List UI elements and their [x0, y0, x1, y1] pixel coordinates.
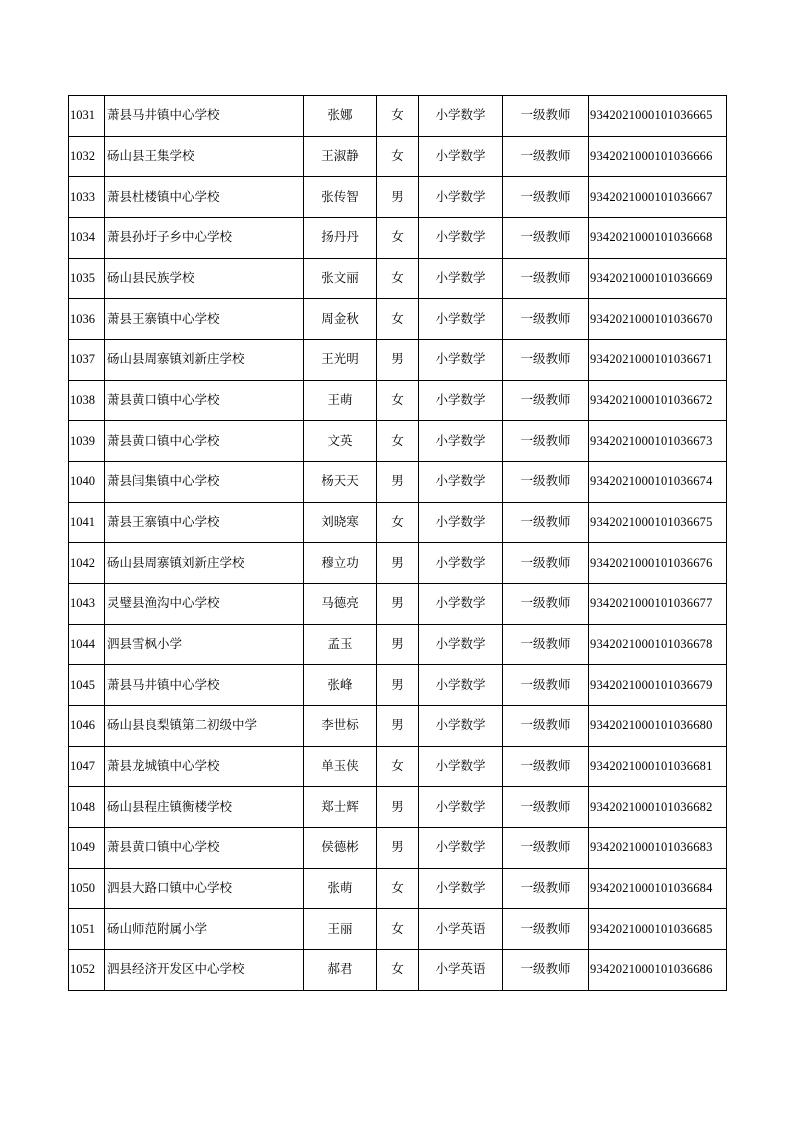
table-row	[69, 340, 727, 381]
cell-row-number: 1040	[69, 462, 105, 503]
cell-row-number: 1052	[69, 950, 105, 991]
cell-row-number: 1051	[69, 909, 105, 950]
cell-subject: 小学数学	[419, 584, 503, 625]
cell-subject: 小学数学	[419, 624, 503, 665]
cell-cert-number: 9342021000101036679	[589, 665, 727, 706]
cell-teacher-title: 一级教师	[503, 665, 589, 706]
cell-teacher-title: 一级教师	[503, 868, 589, 909]
cell-gender: 男	[377, 543, 419, 584]
cell-cert-number: 9342021000101036682	[589, 787, 727, 828]
cell-subject: 小学数学	[419, 421, 503, 462]
cell-person-name: 周金秋	[304, 299, 377, 340]
cell-subject: 小学数学	[419, 502, 503, 543]
cell-cert-number: 9342021000101036678	[589, 624, 727, 665]
table-body	[69, 96, 727, 991]
table-row	[69, 502, 727, 543]
cell-row-number: 1031	[69, 96, 105, 137]
cell-teacher-title: 一级教师	[503, 746, 589, 787]
cell-subject: 小学数学	[419, 340, 503, 381]
cell-person-name: 扬丹丹	[304, 218, 377, 259]
cell-school-name: 萧县黄口镇中心学校	[105, 380, 304, 421]
cell-row-number: 1046	[69, 706, 105, 747]
cell-school-name: 砀山县良梨镇第二初级中学	[105, 706, 304, 747]
cell-school-name: 萧县黄口镇中心学校	[105, 828, 304, 869]
cell-school-name: 萧县马井镇中心学校	[105, 96, 304, 137]
cell-teacher-title: 一级教师	[503, 584, 589, 625]
cell-school-name: 砀山县王集学校	[105, 136, 304, 177]
cell-school-name: 砀山县程庄镇衡楼学校	[105, 787, 304, 828]
cell-person-name: 王萌	[304, 380, 377, 421]
cell-person-name: 单玉侠	[304, 746, 377, 787]
teacher-roster-table	[68, 95, 727, 991]
cell-teacher-title: 一级教师	[503, 218, 589, 259]
cell-subject: 小学数学	[419, 258, 503, 299]
cell-teacher-title: 一级教师	[503, 340, 589, 381]
table-row	[69, 218, 727, 259]
cell-cert-number: 9342021000101036665	[589, 96, 727, 137]
cell-gender: 男	[377, 706, 419, 747]
cell-row-number: 1043	[69, 584, 105, 625]
cell-row-number: 1039	[69, 421, 105, 462]
cell-person-name: 王光明	[304, 340, 377, 381]
cell-teacher-title: 一级教师	[503, 299, 589, 340]
cell-subject: 小学数学	[419, 462, 503, 503]
cell-teacher-title: 一级教师	[503, 96, 589, 137]
table-row	[69, 787, 727, 828]
cell-gender: 女	[377, 258, 419, 299]
table-row	[69, 624, 727, 665]
cell-gender: 男	[377, 665, 419, 706]
cell-school-name: 萧县黄口镇中心学校	[105, 421, 304, 462]
cell-cert-number: 9342021000101036666	[589, 136, 727, 177]
cell-row-number: 1033	[69, 177, 105, 218]
cell-row-number: 1041	[69, 502, 105, 543]
cell-cert-number: 9342021000101036668	[589, 218, 727, 259]
cell-cert-number: 9342021000101036681	[589, 746, 727, 787]
cell-subject: 小学数学	[419, 665, 503, 706]
table-row	[69, 828, 727, 869]
cell-gender: 女	[377, 218, 419, 259]
cell-row-number: 1045	[69, 665, 105, 706]
cell-school-name: 泗县雪枫小学	[105, 624, 304, 665]
cell-gender: 男	[377, 828, 419, 869]
cell-subject: 小学数学	[419, 299, 503, 340]
cell-teacher-title: 一级教师	[503, 909, 589, 950]
cell-row-number: 1050	[69, 868, 105, 909]
cell-gender: 女	[377, 502, 419, 543]
cell-school-name: 萧县龙城镇中心学校	[105, 746, 304, 787]
cell-teacher-title: 一级教师	[503, 380, 589, 421]
cell-person-name: 张文丽	[304, 258, 377, 299]
cell-school-name: 砀山县周寨镇刘新庄学校	[105, 543, 304, 584]
table-row	[69, 177, 727, 218]
cell-teacher-title: 一级教师	[503, 543, 589, 584]
cell-school-name: 萧县王寨镇中心学校	[105, 502, 304, 543]
cell-teacher-title: 一级教师	[503, 502, 589, 543]
cell-row-number: 1032	[69, 136, 105, 177]
table-row	[69, 380, 727, 421]
cell-school-name: 萧县杜楼镇中心学校	[105, 177, 304, 218]
cell-subject: 小学数学	[419, 136, 503, 177]
cell-gender: 女	[377, 950, 419, 991]
cell-gender: 女	[377, 96, 419, 137]
cell-person-name: 张传智	[304, 177, 377, 218]
cell-teacher-title: 一级教师	[503, 787, 589, 828]
cell-school-name: 萧县王寨镇中心学校	[105, 299, 304, 340]
cell-person-name: 王淑静	[304, 136, 377, 177]
cell-gender: 男	[377, 787, 419, 828]
cell-subject: 小学数学	[419, 380, 503, 421]
cell-subject: 小学数学	[419, 543, 503, 584]
cell-person-name: 郝君	[304, 950, 377, 991]
cell-school-name: 砀山县周寨镇刘新庄学校	[105, 340, 304, 381]
table-row	[69, 462, 727, 503]
table-row	[69, 950, 727, 991]
cell-gender: 男	[377, 340, 419, 381]
cell-school-name: 泗县大路口镇中心学校	[105, 868, 304, 909]
table-row	[69, 746, 727, 787]
cell-cert-number: 9342021000101036685	[589, 909, 727, 950]
cell-gender: 女	[377, 746, 419, 787]
cell-person-name: 孟玉	[304, 624, 377, 665]
cell-subject: 小学数学	[419, 868, 503, 909]
cell-person-name: 杨天天	[304, 462, 377, 503]
cell-teacher-title: 一级教师	[503, 624, 589, 665]
cell-cert-number: 9342021000101036672	[589, 380, 727, 421]
cell-gender: 女	[377, 868, 419, 909]
cell-school-name: 砀山师范附属小学	[105, 909, 304, 950]
cell-person-name: 李世标	[304, 706, 377, 747]
table-row	[69, 421, 727, 462]
cell-person-name: 穆立功	[304, 543, 377, 584]
cell-subject: 小学数学	[419, 96, 503, 137]
cell-person-name: 文英	[304, 421, 377, 462]
table-row	[69, 706, 727, 747]
cell-teacher-title: 一级教师	[503, 950, 589, 991]
cell-person-name: 马德亮	[304, 584, 377, 625]
table-row	[69, 299, 727, 340]
cell-gender: 女	[377, 380, 419, 421]
cell-cert-number: 9342021000101036680	[589, 706, 727, 747]
cell-gender: 女	[377, 909, 419, 950]
cell-teacher-title: 一级教师	[503, 828, 589, 869]
cell-person-name: 郑士辉	[304, 787, 377, 828]
cell-subject: 小学数学	[419, 177, 503, 218]
cell-cert-number: 9342021000101036673	[589, 421, 727, 462]
table-row	[69, 258, 727, 299]
cell-teacher-title: 一级教师	[503, 177, 589, 218]
table-row	[69, 136, 727, 177]
cell-teacher-title: 一级教师	[503, 258, 589, 299]
cell-teacher-title: 一级教师	[503, 706, 589, 747]
cell-subject: 小学数学	[419, 787, 503, 828]
cell-cert-number: 9342021000101036684	[589, 868, 727, 909]
cell-school-name: 泗县经济开发区中心学校	[105, 950, 304, 991]
cell-row-number: 1044	[69, 624, 105, 665]
cell-school-name: 砀山县民族学校	[105, 258, 304, 299]
cell-cert-number: 9342021000101036683	[589, 828, 727, 869]
table-row	[69, 584, 727, 625]
cell-person-name: 刘晓寒	[304, 502, 377, 543]
cell-row-number: 1036	[69, 299, 105, 340]
cell-person-name: 王丽	[304, 909, 377, 950]
cell-subject: 小学英语	[419, 909, 503, 950]
cell-gender: 女	[377, 299, 419, 340]
cell-person-name: 张峰	[304, 665, 377, 706]
table-row	[69, 665, 727, 706]
cell-cert-number: 9342021000101036667	[589, 177, 727, 218]
cell-gender: 女	[377, 136, 419, 177]
table-row	[69, 868, 727, 909]
cell-school-name: 萧县马井镇中心学校	[105, 665, 304, 706]
cell-cert-number: 9342021000101036674	[589, 462, 727, 503]
cell-subject: 小学英语	[419, 950, 503, 991]
cell-row-number: 1042	[69, 543, 105, 584]
cell-teacher-title: 一级教师	[503, 462, 589, 503]
cell-school-name: 灵璧县渔沟中心学校	[105, 584, 304, 625]
cell-person-name: 侯德彬	[304, 828, 377, 869]
cell-row-number: 1035	[69, 258, 105, 299]
cell-school-name: 萧县孙圩子乡中心学校	[105, 218, 304, 259]
cell-cert-number: 9342021000101036671	[589, 340, 727, 381]
cell-school-name: 萧县闫集镇中心学校	[105, 462, 304, 503]
cell-row-number: 1038	[69, 380, 105, 421]
cell-teacher-title: 一级教师	[503, 421, 589, 462]
cell-cert-number: 9342021000101036677	[589, 584, 727, 625]
cell-row-number: 1047	[69, 746, 105, 787]
cell-gender: 男	[377, 462, 419, 503]
cell-subject: 小学数学	[419, 746, 503, 787]
table-row	[69, 543, 727, 584]
cell-row-number: 1034	[69, 218, 105, 259]
cell-cert-number: 9342021000101036669	[589, 258, 727, 299]
cell-teacher-title: 一级教师	[503, 136, 589, 177]
cell-gender: 女	[377, 421, 419, 462]
cell-gender: 男	[377, 624, 419, 665]
cell-person-name: 张萌	[304, 868, 377, 909]
cell-person-name: 张娜	[304, 96, 377, 137]
table-row	[69, 96, 727, 137]
cell-gender: 男	[377, 584, 419, 625]
cell-row-number: 1049	[69, 828, 105, 869]
cell-cert-number: 9342021000101036675	[589, 502, 727, 543]
cell-row-number: 1048	[69, 787, 105, 828]
cell-subject: 小学数学	[419, 218, 503, 259]
cell-gender: 男	[377, 177, 419, 218]
cell-cert-number: 9342021000101036686	[589, 950, 727, 991]
cell-subject: 小学数学	[419, 706, 503, 747]
cell-cert-number: 9342021000101036670	[589, 299, 727, 340]
cell-row-number: 1037	[69, 340, 105, 381]
cell-subject: 小学数学	[419, 828, 503, 869]
cell-cert-number: 9342021000101036676	[589, 543, 727, 584]
table-row	[69, 909, 727, 950]
